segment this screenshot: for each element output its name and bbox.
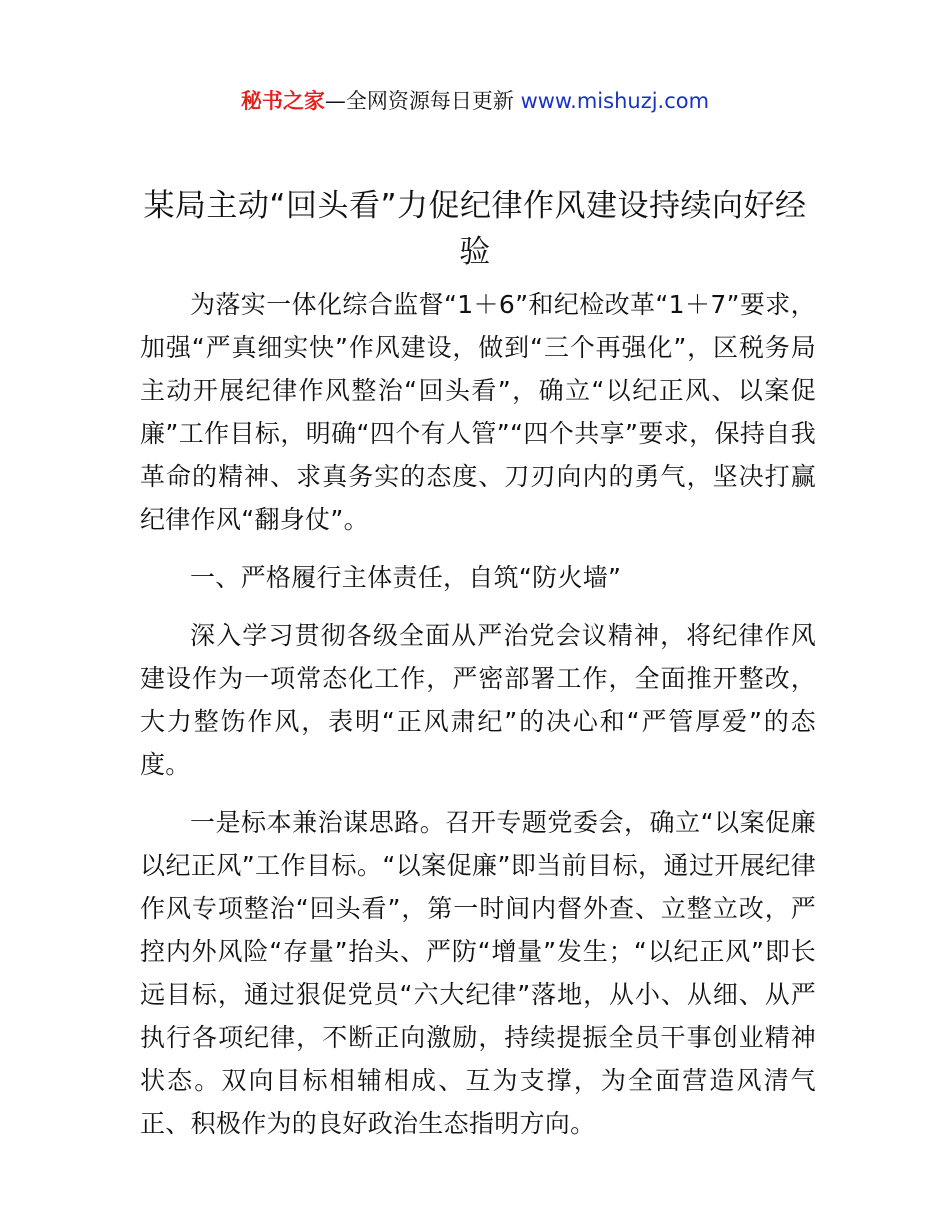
section-heading: 一、严格履行主体责任，自筑“防火墙” [190, 563, 622, 592]
section-paragraph: 深入学习贯彻各级全面从严治党会议精神，将纪律作风建设作为一项常态化工作，严密部署工作，全面推开整改，大力整饬作风，表明“正风肃纪”的决心和“严管厚爱”的态度。 [140, 621, 816, 779]
site-tagline: —全网资源每日更新 [324, 89, 521, 113]
site-header [0, 86, 950, 116]
document-body [140, 283, 816, 1160]
intro-paragraph: 为落实一体化综合监督“1＋6”和纪检改革“1＋7”要求，加强“严真细实快”作风建设，做到“三个再强化”，区税务局主动开展纪律作风整治“回头看”，确立“以纪正风、以案促廉”工作目标，明确“四个有人管”“四个共享”要求，保持自我革命的精神、求真务实的态度、刀刃向内的勇气，坚决打赢纪律作风“翻身仗”。 [140, 290, 816, 534]
document-title: 某局主动“回头看”力促纪律作风建设持续向好经验 [143, 188, 807, 270]
site-name: 秘书之家 [240, 89, 325, 113]
section-paragraph: 一是标本兼治谋思路。召开专题党委会，确立“以案促廉以纪正风”工作目标。“以案促廉”即当前目标，通过开展纪律作风专项整治“回头看”，第一时间内督外查、立整立改，严控内外风险“存量”抬头、严防“增量”发生；“以纪正风”即长远目标，通过狠促党员“六大纪律”落地，从小、从细、从严执行各项纪律，不断正向激励，持续提振全员干事创业精神状态。双向目标相辅相成、互为支撑，为全面营造风清气正、积极作为的良好政治生态指明方向。 [140, 808, 816, 1138]
site-url-link[interactable]: www.mishuzj.com [520, 89, 710, 113]
